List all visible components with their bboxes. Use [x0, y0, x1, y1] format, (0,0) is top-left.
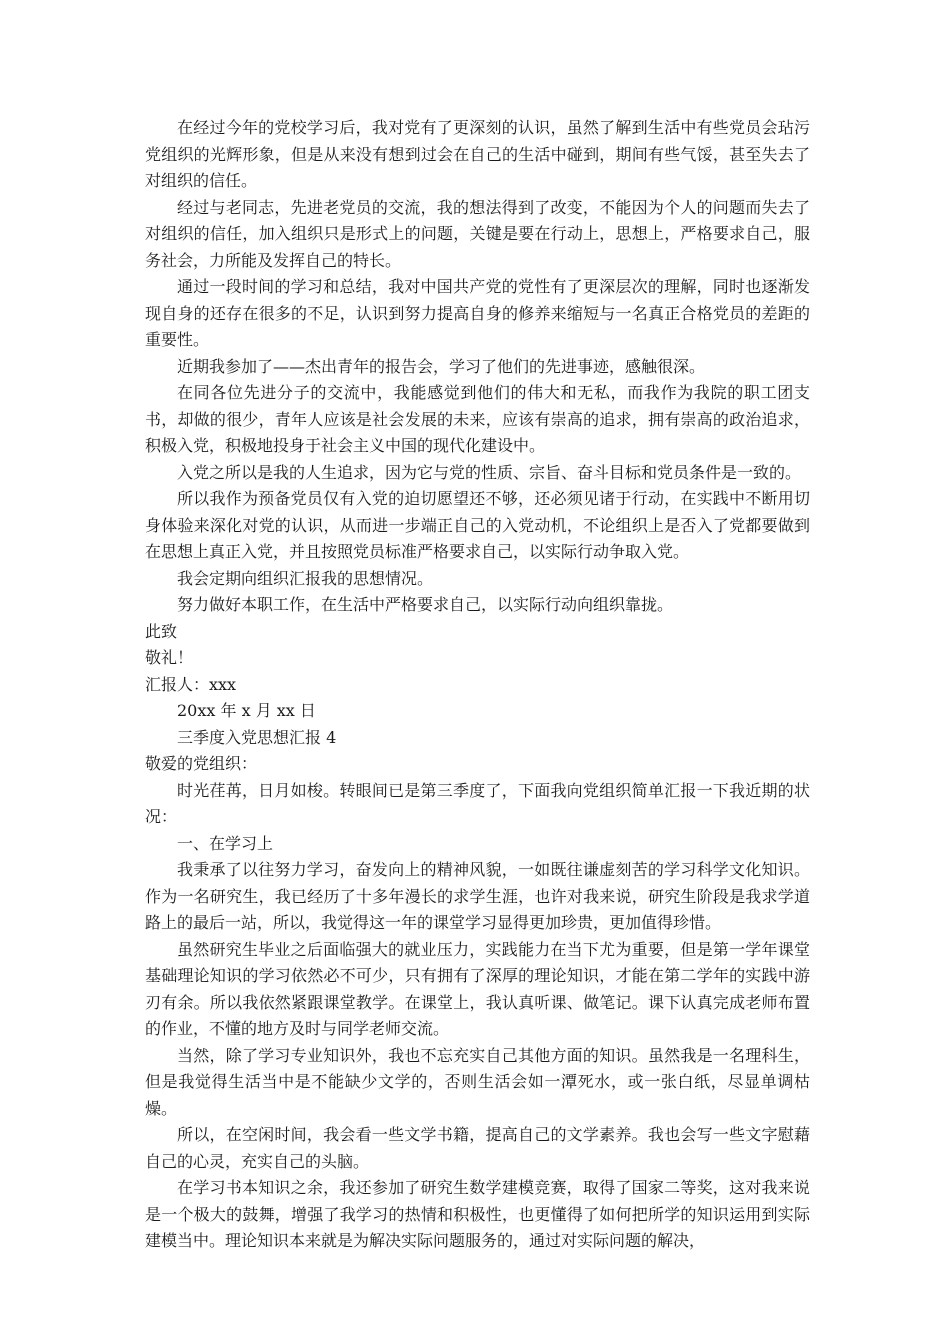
paragraph: 入党之所以是我的人生追求，因为它与党的性质、宗旨、奋斗目标和党员条件是一致的。 — [177, 462, 802, 482]
paragraph: 在经过今年的党校学习后，我对党有了更深刻的认识，虽然了解到生活中有些党员会玷污党组织的光辉形象，但是从来没有想到过会在自己的生活中碰到，期间有些气馁，甚至失去了对组织的信任。 — [145, 118, 810, 190]
date-line: 20xx 年 x 月 xx 日 — [177, 701, 316, 720]
paragraph: 虽然研究生毕业之后面临强大的就业压力，实践能力在当下尤为重要，但是第一学年课堂基础理论知识的学习依然必不可少，只有拥有了深厚的理论知识，才能在第二学年的实践中游刃有余。所以我依然紧跟课堂教学。在课堂上，我认真听课、做笔记。课下认真完成老师布置的作业，不懂的地方及时与同学老师交流。 — [145, 939, 810, 1038]
closing-jingli: 敬礼！ — [145, 648, 194, 667]
document-page — [145, 115, 810, 1255]
paragraph: 所以，在空闲时间，我会看一些文学书籍，提高自己的文学素养。我也会写一些文字慰藉自己的心灵，充实自己的头脑。 — [145, 1125, 810, 1171]
intro-paragraph: 时光荏苒，日月如梭。转眼间已是第三季度了，下面我向党组织简单汇报一下我近期的状况： — [145, 780, 810, 826]
section-title: 三季度入党思想汇报 4 — [177, 727, 337, 747]
paragraph: 在学习书本知识之余，我还参加了研究生数学建模竞赛，取得了国家二等奖，这对我来说是一个极大的鼓舞，增强了我学习的热情和积极性，也更懂得了如何把所学的知识运用到实际建模当中。理论知识本来就是为解决实际问题服务的，通过对实际问题的解决， — [145, 1178, 810, 1250]
closing-cizhi: 此致 — [145, 621, 178, 641]
subheading: 一、在学习上 — [177, 833, 274, 853]
paragraph: 我秉承了以往努力学习，奋发向上的精神风貌，一如既往谦虚刻苦的学习科学文化知识。作为一名研究生，我已经历了十多年漫长的求学生涯，也许对我来说，研究生阶段是我求学道路上的最后一站，所以，我觉得这一年的课堂学习显得更加珍贵，更加值得珍惜。 — [145, 860, 810, 932]
paragraph: 在同各位先进分子的交流中，我能感觉到他们的伟大和无私，而我作为我院的职工团支书，却做的很少，青年人应该是社会发展的未来，应该有崇高的追求，拥有崇高的政治追求，积极入党，积极地投身于社会主义中国的现代化建设中。 — [145, 383, 810, 455]
paragraph: 通过一段时间的学习和总结，我对中国共产党的党性有了更深层次的理解，同时也逐渐发现自身的还存在很多的不足，认识到努力提高自身的修养来缩短与一名真正合格党员的差距的重要性。 — [145, 277, 810, 349]
paragraph: 我会定期向组织汇报我的思想情况。 — [177, 568, 434, 588]
salutation: 敬爱的党组织： — [145, 754, 258, 773]
paragraph: 所以我作为预备党员仅有入党的迫切愿望还不够，还必须见诸于行动，在实践中不断用切身体验来深化对党的认识，从而进一步端正自己的入党动机，不论组织上是否入了党都要做到在思想上真正入党，并且按照党员标准严格要求自己，以实际行动争取入党。 — [145, 489, 810, 561]
paragraph: 努力做好本职工作，在生活中严格要求自己，以实际行动向组织靠拢。 — [177, 595, 674, 614]
reporter-line: 汇报人：xxx — [145, 674, 237, 694]
paragraph: 近期我参加了——杰出青年的报告会，学习了他们的先进事迹，感触很深。 — [177, 356, 706, 376]
paragraph: 经过与老同志，先进老党员的交流，我的想法得到了改变，不能因为个人的问题而失去了对组织的信任，加入组织只是形式上的问题，关键是要在行动上，思想上，严格要求自己，服务社会，力所能及发挥自己的特长。 — [145, 197, 810, 270]
paragraph: 当然，除了学习专业知识外，我也不忘充实自己其他方面的知识。虽然我是一名理科生，但是我觉得生活当中是不能缺少文学的，否则生活会如一潭死水，或一张白纸，尽显单调枯燥。 — [145, 1045, 810, 1118]
